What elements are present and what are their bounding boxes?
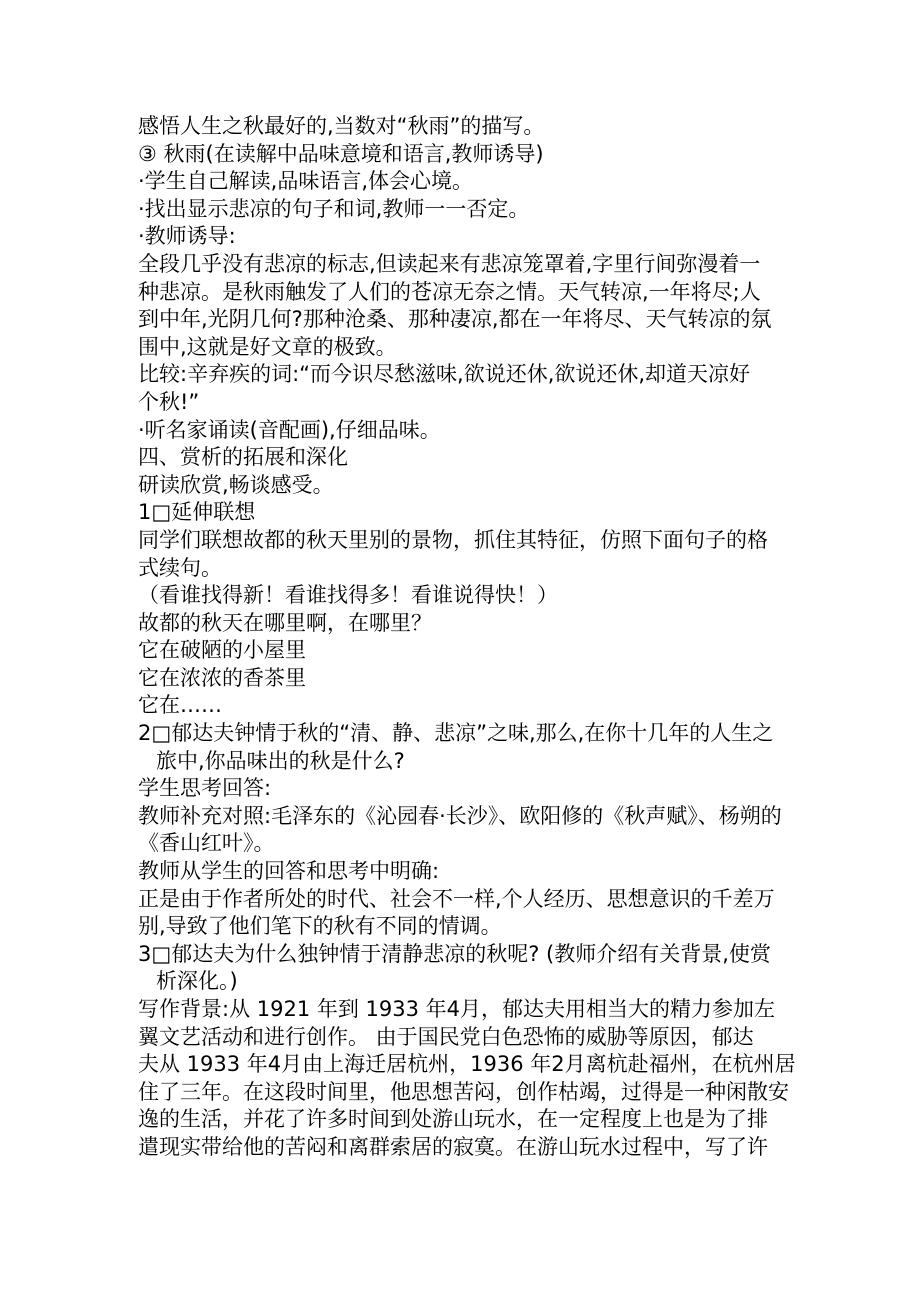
text-line: 教师从学生的回答和思考中明确: [138,859,440,884]
text-line: 旅中,你品味出的秋是什么? [156,748,405,773]
text-line: 感悟人生之秋最好的,当数对“秋雨”的描写。 [138,114,545,138]
bullet-item: ·听名家诵读(音配画),仔细品味。 [138,417,441,442]
text-line: 住了三年。在这段时间里，他思想苦闷，创作枯竭，过得是一种闲散安 [138,1079,789,1104]
text-line: 同学们联想故都的秋天里别的景物，抓住其特征，仿照下面句子的格 [138,527,768,552]
text-line: 它在破陋的小屋里 [138,638,306,663]
document-page [138,113,796,1162]
text-line: 围中,这就是好文章的极致。 [138,334,397,359]
text-line: 夫从 1933 年4月由上海迁居杭州，1936 年2月离杭赴福州，在杭州居 [138,1052,796,1077]
numbered-item: 1□延伸联想 [138,500,256,525]
section-heading: 四、赏析的拓展和深化 [138,445,348,470]
text-line: （看谁找得新！看谁找得多！看谁说得快！） [138,583,558,608]
text-line: 析深化。) [156,969,238,994]
text-line: 翼文艺活动和进行创作。 由于国民党白色恐怖的威胁等原因，郁达 [138,1024,754,1049]
bullet-item: ·找出显示悲凉的句子和词,教师一一否定。 [138,196,530,221]
text-line: 别,导致了他们笔下的秋有不同的情调。 [138,914,502,939]
text-line: 它在…… [138,693,222,718]
subsection-heading: ③ 秋雨(在读解中品味意境和语言,教师诱导) [138,141,544,166]
numbered-item: 3□郁达夫为什么独钟情于清静悲凉的秋呢? (教师介绍有关背景,使赏 [138,941,771,966]
bullet-item: ·教师诱导: [138,224,236,249]
text-line: 故都的秋天在哪里啊，在哪里？ [138,610,432,635]
text-line: 式续句。 [138,555,222,580]
numbered-item: 2□郁达夫钟情于秋的“清、静、悲凉”之味,那么,在你十几年的人生之 [138,721,774,746]
text-line: 个秋!” [138,389,200,414]
text-line: 到中年,光阴几何?那种沧桑、那种凄凉,都在一年将尽、天气转凉的氛 [138,307,772,332]
text-line: 《香山红叶》。 [138,831,275,856]
text-line: 全段几乎没有悲凉的标志,但读起来有悲凉笼罩着,字里行间弥漫着一 [138,251,761,276]
bullet-item: ·学生自己解读,品味语言,体会心境。 [138,169,474,194]
text-line: 学生思考回答: [138,776,272,801]
text-line: 研读欣赏,畅谈感受。 [138,472,334,497]
text-line: 正是由于作者所处的时代、社会不一样,个人经历、思想意识的千差万 [138,886,775,911]
text-line: 教师补充对照:毛泽东的《沁园春·长沙》、欧阳修的《秋声赋》、杨朔的 [138,803,782,828]
text-line: 比较:辛弃疾的词:“而今识尽愁滋味,欲说还休,欲说还休,却道天凉好 [138,362,751,387]
text-line: 种悲凉。是秋雨触发了人们的苍凉无奈之情。天气转凉,一年将尽;人 [138,279,761,304]
text-line: 遣现实带给他的苦闷和离群索居的寂寞。在游山玩水过程中，写了许 [138,1134,768,1159]
text-line: 逸的生活，并花了许多时间到处游山玩水，在一定程度上也是为了排 [138,1107,768,1132]
text-line: 它在浓浓的香茶里 [138,665,306,690]
text-line: 写作背景:从 1921 年到 1933 年4月，郁达夫用相当大的精力参加左 [138,997,776,1021]
